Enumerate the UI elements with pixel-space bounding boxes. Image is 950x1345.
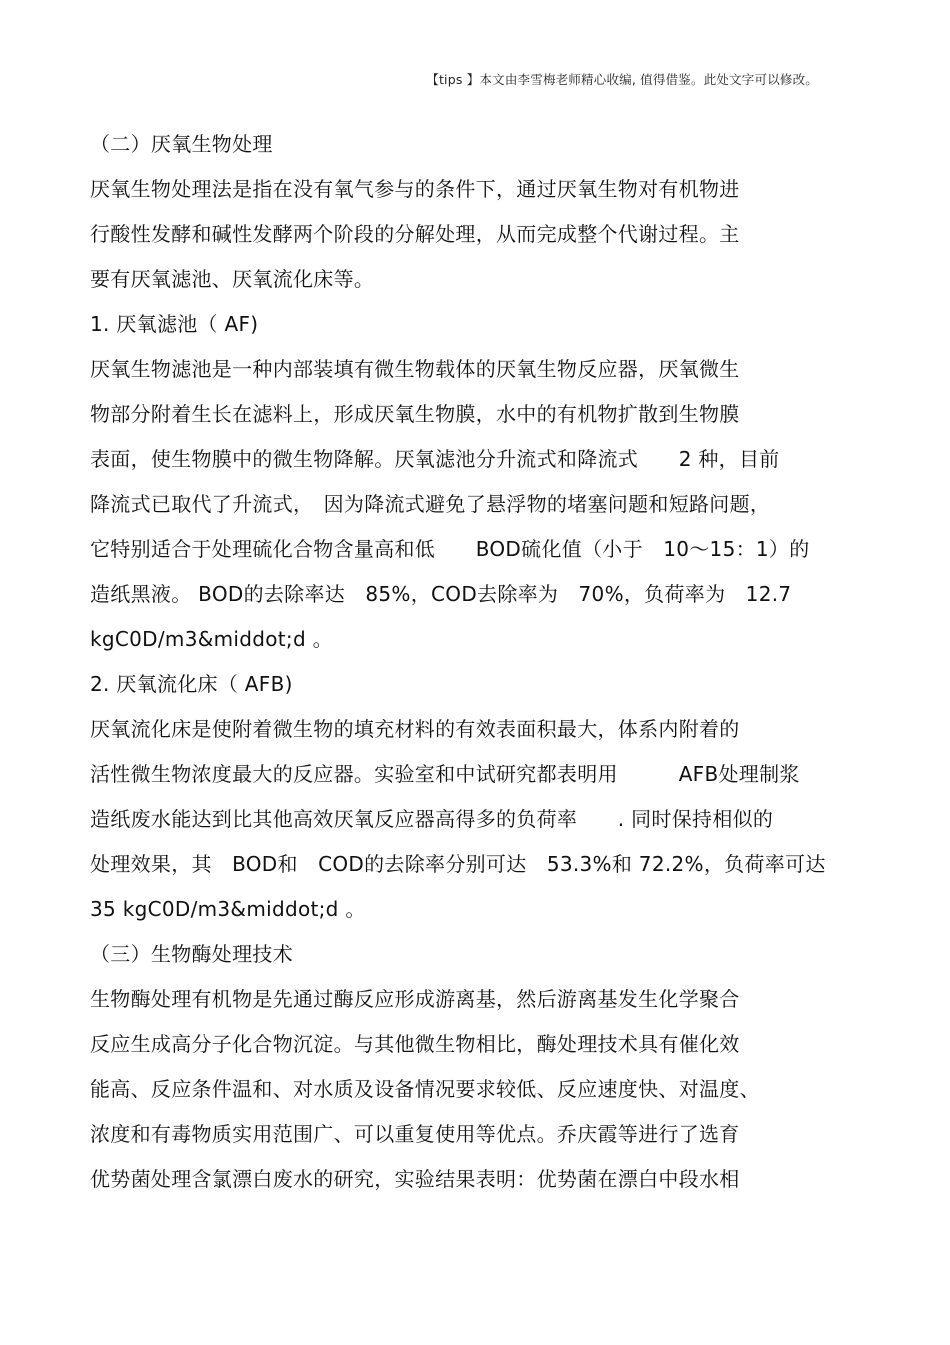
paragraph-line: 物部分附着生长在滤料上，形成厌氧生物膜，水中的有机物扩散到生物膜 xyxy=(90,402,740,426)
subheading-af: 1. 厌氧滤池（ AF) xyxy=(90,312,259,336)
paragraph-line: 行酸性发酵和碱性发酵两个阶段的分解处理，从而完成整个代谢过程。主 xyxy=(90,222,740,246)
paragraph-line: 处理效果，其 BOD和 COD的去除率分别可达 53.3%和 72.2%，负荷率可达 xyxy=(90,852,826,876)
paragraph-line: 要有厌氧滤池、厌氧流化床等。 xyxy=(90,267,375,291)
paragraph-line: 能高、反应条件温和、对水质及设备情况要求较低、反应速度快、对温度、 xyxy=(90,1077,760,1101)
paragraph-line: 生物酶处理有机物是先通过酶反应形成游离基，然后游离基发生化学聚合 xyxy=(90,987,740,1011)
paragraph-line: 活性微生物浓度最大的反应器。实验室和中试研究都表明用 AFB处理制浆 xyxy=(90,762,800,786)
paragraph-line: kgC0D/m3&middot;d 。 xyxy=(90,627,333,651)
paragraph-line: 浓度和有毒物质实用范围广、可以重复使用等优点。乔庆霞等进行了选育 xyxy=(90,1122,740,1146)
paragraph-line: 降流式已取代了升流式， 因为降流式避免了悬浮物的堵塞问题和短路问题， xyxy=(90,492,771,516)
subheading-afb: 2. 厌氧流化床（ AFB) xyxy=(90,672,293,696)
paragraph-line: 反应生成高分子化合物沉淀。与其他微生物相比，酶处理技术具有催化效 xyxy=(90,1032,740,1056)
paragraph-line: 造纸黑液。 BOD的去除率达 85%，COD去除率为 70%，负荷率为 12.7 xyxy=(90,582,792,606)
paragraph-line: 表面，使生物膜中的微生物降解。厌氧滤池分升流式和降流式 2 种，目前 xyxy=(90,447,780,471)
paragraph-line: 厌氧生物处理法是指在没有氧气参与的条件下，通过厌氧生物对有机物进 xyxy=(90,177,740,201)
paragraph-line: 厌氧生物滤池是一种内部装填有微生物载体的厌氧生物反应器，厌氧微生 xyxy=(90,357,740,381)
paragraph-line: 优势菌处理含氯漂白废水的研究，实验结果表明：优势菌在漂白中段水相 xyxy=(90,1167,740,1191)
paragraph-line: 造纸废水能达到比其他高效厌氧反应器高得多的负荷率 . 同时保持相似的 xyxy=(90,807,774,831)
document-body xyxy=(90,128,880,1208)
section-heading-enzyme: （三）生物酶处理技术 xyxy=(90,942,293,966)
paragraph-line: 厌氧流化床是使附着微生物的填充材料的有效表面积最大，体系内附着的 xyxy=(90,717,740,741)
section-heading-anaerobic: （二）厌氧生物处理 xyxy=(90,132,273,156)
header-tips: 【tips 】本文由李雪梅老师精心收编, 值得借鉴。此处文字可以修改。 xyxy=(426,72,818,87)
paragraph-line: 35 kgC0D/m3&middot;d 。 xyxy=(90,897,366,921)
paragraph-line: 它特别适合于处理硫化合物含量高和低 BOD硫化值（小于 10～15：1）的 xyxy=(90,537,810,561)
